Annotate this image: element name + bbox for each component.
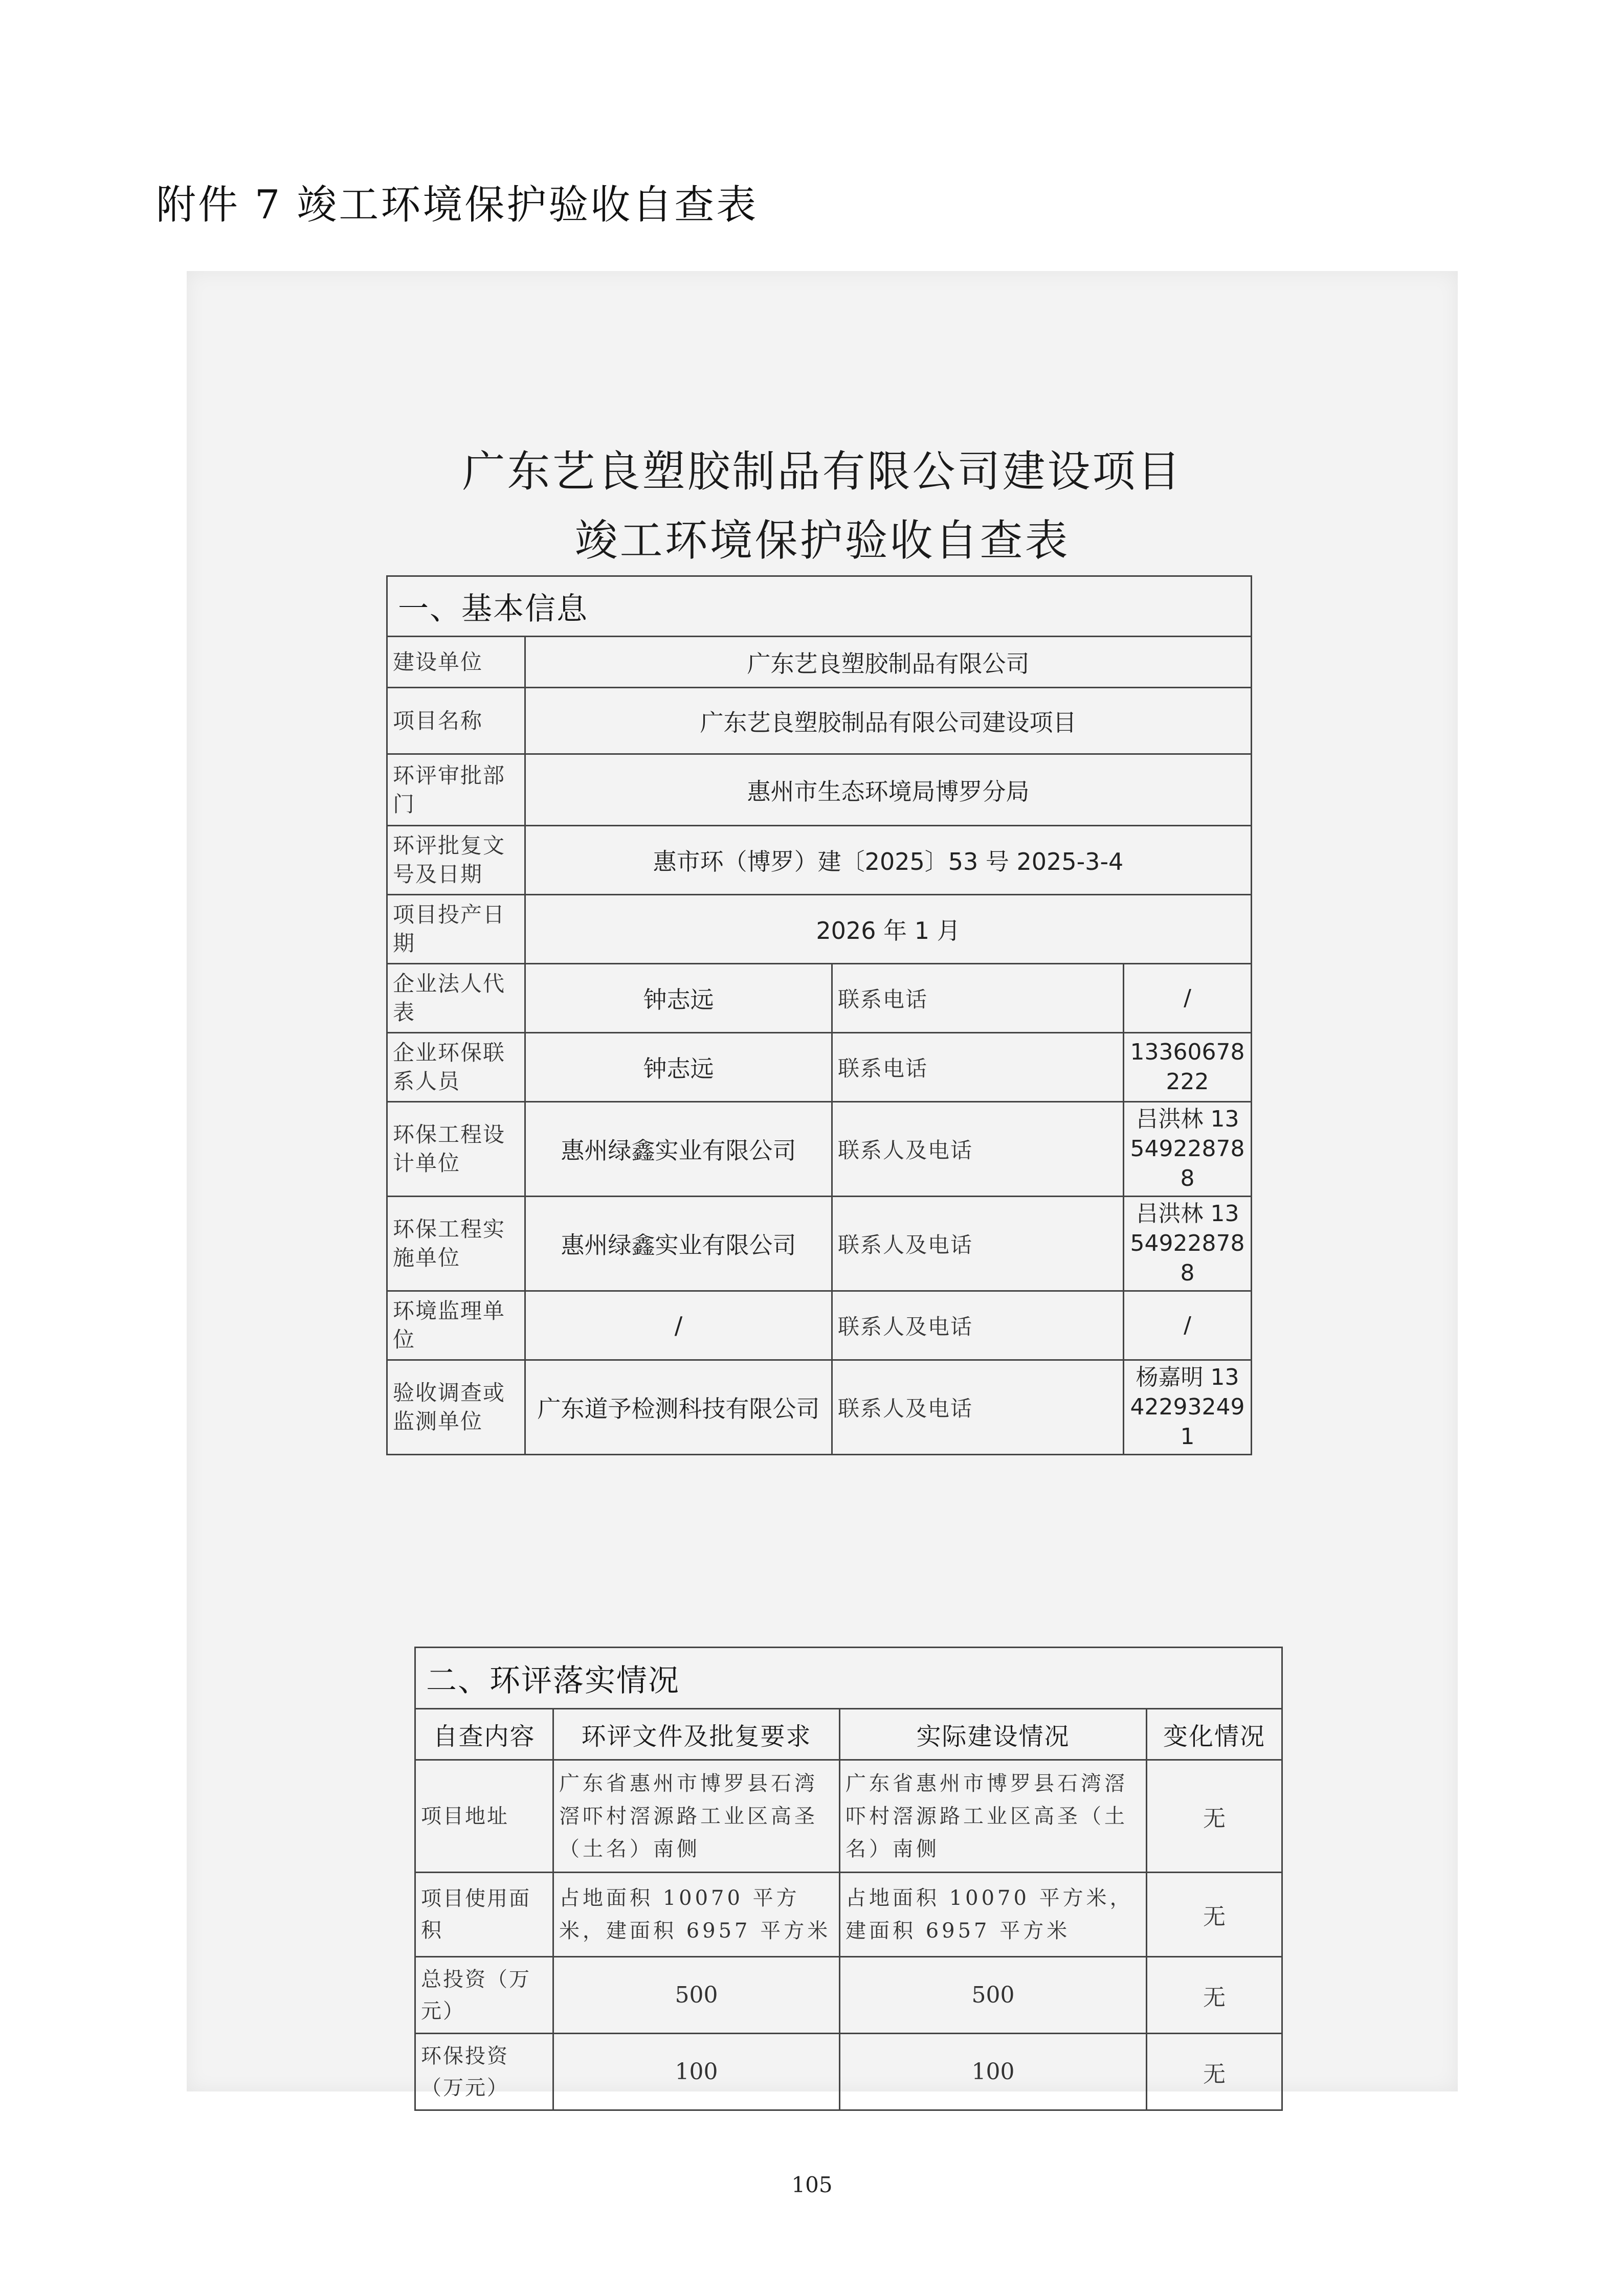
contact-value: 13360678222 [1124, 1033, 1252, 1102]
actual-cell: 占地面积 10070 平方米，建面积 6957 平方米 [840, 1873, 1147, 1957]
row-value: 广东道予检测科技有限公司 [525, 1360, 832, 1455]
table-row [387, 637, 1252, 688]
row-value: 2026 年 1 月 [525, 895, 1252, 964]
table-row [387, 1360, 1252, 1455]
column-header: 环评文件及批复要求 [553, 1709, 840, 1760]
row-value: 钟志远 [525, 1033, 832, 1102]
column-header: 变化情况 [1147, 1709, 1282, 1760]
table-row [387, 964, 1252, 1033]
contact-value: 吕洪林 13549228788 [1124, 1102, 1252, 1197]
contact-label: 联系电话 [832, 1033, 1124, 1102]
row-value: 钟志远 [525, 964, 832, 1033]
row-label: 验收调查或监测单位 [387, 1360, 525, 1455]
table-row [387, 895, 1252, 964]
table-row [387, 688, 1252, 754]
row-value: / [525, 1291, 832, 1360]
row-label: 项目名称 [387, 688, 525, 754]
table-row [387, 1102, 1252, 1197]
attachment-title: 附件 7 竣工环境保护验收自查表 [156, 182, 759, 228]
change-cell: 无 [1147, 1873, 1282, 1957]
row-label: 环境监理单位 [387, 1291, 525, 1360]
row-label: 项目地址 [415, 1760, 553, 1873]
actual-cell: 100 [840, 2034, 1147, 2110]
row-label: 环评审批部门 [387, 754, 525, 826]
row-value: 惠市环（博罗）建〔2025〕53 号 2025-3-4 [525, 826, 1252, 895]
contact-value: / [1124, 964, 1252, 1033]
table-row [387, 1033, 1252, 1102]
scanned-form [187, 271, 1458, 2100]
table-header-row [415, 1709, 1282, 1760]
table-row [387, 1291, 1252, 1360]
section-title-eia: 二、环评落实情况 [415, 1648, 1282, 1709]
row-label: 项目投产日期 [387, 895, 525, 964]
contact-label: 联系电话 [832, 964, 1124, 1033]
row-value: 惠州绿鑫实业有限公司 [525, 1197, 832, 1291]
row-value: 广东艺良塑胶制品有限公司建设项目 [525, 688, 1252, 754]
contact-label: 联系人及电话 [832, 1197, 1124, 1291]
contact-value: 吕洪林 13549228788 [1124, 1197, 1252, 1291]
table-row [387, 1197, 1252, 1291]
row-label: 总投资（万元） [415, 1957, 553, 2034]
eia-implementation-table [414, 1647, 1283, 2111]
row-value: 广东艺良塑胶制品有限公司 [525, 637, 1252, 688]
document-title-line2: 竣工环境保护验收自查表 [574, 515, 1070, 566]
row-label: 企业法人代表 [387, 964, 525, 1033]
section-title-basic-info: 一、基本信息 [387, 576, 1252, 637]
contact-value: / [1124, 1291, 1252, 1360]
row-label: 建设单位 [387, 637, 525, 688]
row-value: 惠州市生态环境局博罗分局 [525, 754, 1252, 826]
requirement-cell: 500 [553, 1957, 840, 2034]
row-label: 环保工程实施单位 [387, 1197, 525, 1291]
change-cell: 无 [1147, 1760, 1282, 1873]
table-row [415, 2034, 1282, 2110]
contact-label: 联系人及电话 [832, 1360, 1124, 1455]
column-header: 自查内容 [415, 1709, 553, 1760]
table-row [415, 1760, 1282, 1873]
contact-label: 联系人及电话 [832, 1102, 1124, 1197]
row-label: 环保投资（万元） [415, 2034, 553, 2110]
requirement-cell: 100 [553, 2034, 840, 2110]
table-row [415, 1957, 1282, 2034]
row-label: 环评批复文号及日期 [387, 826, 525, 895]
actual-cell: 500 [840, 1957, 1147, 2034]
table-row [415, 1873, 1282, 1957]
basic-info-table [386, 575, 1252, 1455]
row-label: 企业环保联系人员 [387, 1033, 525, 1102]
row-value: 惠州绿鑫实业有限公司 [525, 1102, 832, 1197]
table-row [387, 826, 1252, 895]
table-row [387, 754, 1252, 826]
contact-label: 联系人及电话 [832, 1291, 1124, 1360]
requirement-cell: 占地面积 10070 平方米，建面积 6957 平方米 [553, 1873, 840, 1957]
row-label: 项目使用面积 [415, 1873, 553, 1957]
document-title-line1: 广东艺良塑胶制品有限公司建设项目 [462, 446, 1183, 497]
requirement-cell: 广东省惠州市博罗县石湾滘吓村滘源路工业区高圣（土名）南侧 [553, 1760, 840, 1873]
actual-cell: 广东省惠州市博罗县石湾滘吓村滘源路工业区高圣（土名）南侧 [840, 1760, 1147, 1873]
contact-value: 杨嘉明 13422932491 [1124, 1360, 1252, 1455]
column-header: 实际建设情况 [840, 1709, 1147, 1760]
change-cell: 无 [1147, 1957, 1282, 2034]
page-number: 105 [791, 2172, 833, 2197]
change-cell: 无 [1147, 2034, 1282, 2110]
row-label: 环保工程设计单位 [387, 1102, 525, 1197]
